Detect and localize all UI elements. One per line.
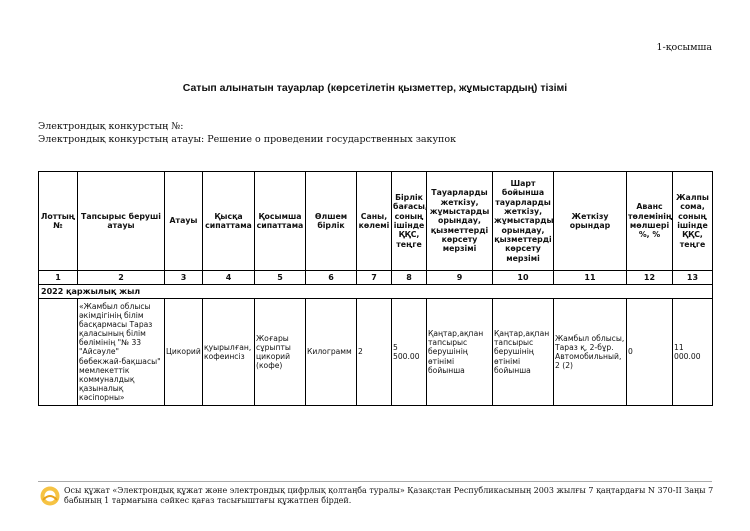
col-number: 2 (78, 271, 165, 285)
column-number-row (39, 271, 713, 285)
header-unit: Өлшем бірлік (306, 172, 357, 271)
col-number: 1 (39, 271, 78, 285)
col-number: 13 (673, 271, 713, 285)
cell-unit-price: 5 500.00 (392, 299, 427, 406)
col-number: 5 (255, 271, 306, 285)
table-row (39, 299, 713, 406)
col-number: 7 (357, 271, 392, 285)
col-number: 3 (165, 271, 203, 285)
fiscal-year-label: 2022 қаржылық жыл (39, 285, 713, 299)
cell-unit: Килограмм (306, 299, 357, 406)
header-customer: Тапсырыс беруші атауы (78, 172, 165, 271)
footer-legal-note: Осы құжат «Электрондық құжат және электрондық цифрлық қолтаңба туралы» Қазақстан Республикасының 2003 жылғы 7 қаңтардағы N 370-II Заңы 7 бабының 1 тармағына сәйкес қағаз тасығыштағы құжатпен бірдей. (64, 486, 714, 505)
col-number: 9 (427, 271, 493, 285)
col-number: 4 (203, 271, 255, 285)
footer-divider (38, 481, 712, 482)
cell-customer: «Жамбыл облысы әкімдігінің білім басқармасы Тараз қаласының білім бөлімінің "№ 33 "Айсәуле" бөбекжай-бақшасы" мемлекеттік коммуналдық қазыналық кәсіпорны» (78, 299, 165, 406)
header-unit-price: Бірлік бағасы, соның ішінде ҚҚС, теңге (392, 172, 427, 271)
cell-advance: 0 (627, 299, 673, 406)
col-number: 11 (554, 271, 627, 285)
header-lot: Лоттың № (39, 172, 78, 271)
page-title: Сатып алынатын тауарлар (көрсетілетін қызметтер, жұмыстардың) тізімі (182, 82, 568, 94)
fiscal-year-row (39, 285, 713, 299)
header-qty: Саны, көлемі (357, 172, 392, 271)
header-name: Атауы (165, 172, 203, 271)
cell-delivery-place: Жамбыл облысы, Тараз қ, 2-бұр. Автомобильный, 2 (2) (554, 299, 627, 406)
cell-extra-desc: Жоғары сұрыпты цикорий (кофе) (255, 299, 306, 406)
lots-table (38, 171, 713, 406)
header-row (39, 172, 713, 271)
cell-name: Цикорий (165, 299, 203, 406)
cell-delivery-term: Қаңтар,ақпан тапсырыс берушінің өтінімі бойынша (427, 299, 493, 406)
col-number: 8 (392, 271, 427, 285)
header-extra-desc: Қосымша сипаттама (255, 172, 306, 271)
header-delivery-place: Жеткізу орындар (554, 172, 627, 271)
contest-name: Электрондық конкурстың атауы: Решение о проведении государственных закупок (38, 134, 457, 145)
col-number: 12 (627, 271, 673, 285)
cell-lot (39, 299, 78, 406)
egov-sun-logo-icon (40, 486, 60, 506)
header-delivery-term: Тауарларды жеткізу, жұмыстарды орындау, қызметтерді көрсету мерзімі (427, 172, 493, 271)
col-number: 6 (306, 271, 357, 285)
cell-total: 11 000.00 (673, 299, 713, 406)
header-short-desc: Қысқа сипаттама (203, 172, 255, 271)
header-advance: Аванс төлемінің мөлшері %, % (627, 172, 673, 271)
cell-qty: 2 (357, 299, 392, 406)
col-number: 10 (493, 271, 554, 285)
cell-short-desc: қуырылған, кофеинсіз (203, 299, 255, 406)
contest-number: Электрондық конкурстың №: (38, 121, 184, 132)
cell-contract-term: Қаңтар,ақпан тапсырыс берушінің өтінімі бойынша (493, 299, 554, 406)
header-total: Жалпы сома, соның ішінде ҚҚС, теңге (673, 172, 713, 271)
header-contract-term: Шарт бойынша тауарларды жеткізу, жұмыстарды орындау, қызметтерді көрсету мерзімі (493, 172, 554, 271)
appendix-label: 1-қосымша (656, 42, 712, 53)
